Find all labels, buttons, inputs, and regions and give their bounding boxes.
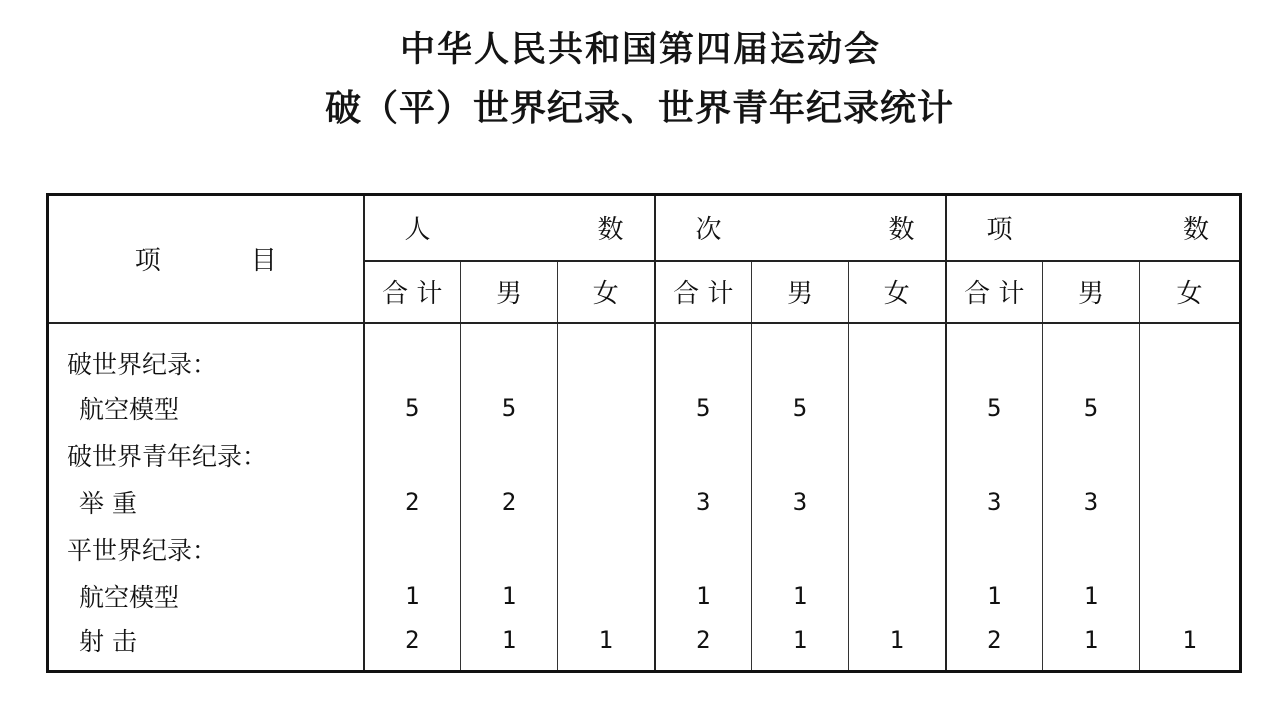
table-cell: 1 (1043, 573, 1140, 620)
table-cell: 3 (655, 479, 752, 526)
group-header-items-left: 项 (986, 215, 1013, 246)
table-cell (1140, 526, 1241, 573)
table-cell (558, 323, 655, 385)
table-cell (849, 573, 946, 620)
table-cell (655, 526, 752, 573)
table-cell: 1 (655, 573, 752, 620)
group-header-items-right: 数 (1183, 215, 1210, 246)
table-row (48, 526, 1241, 573)
table-cell: 1 (752, 620, 849, 672)
subheader-people-total: 合 计 (364, 261, 461, 323)
subheader-items-total: 合 计 (946, 261, 1043, 323)
table-cell: 2 (364, 479, 461, 526)
table-cell: 1 (364, 573, 461, 620)
table-cell: 2 (946, 620, 1043, 672)
table-cell (1140, 432, 1241, 479)
table-cell: 1 (752, 573, 849, 620)
table-cell: 3 (946, 479, 1043, 526)
subheader-times-male: 男 (752, 261, 849, 323)
table-cell: 2 (655, 620, 752, 672)
table-cell: 1 (1043, 620, 1140, 672)
table-cell (558, 432, 655, 479)
table-cell: 5 (655, 385, 752, 432)
group-header-times-left: 次 (695, 215, 722, 246)
table-cell (461, 526, 558, 573)
row-label: 破世界纪录： (48, 323, 364, 385)
page-title-line-2: 破（平）世界纪录、世界青年纪录统计 (324, 88, 954, 129)
table-cell (461, 323, 558, 385)
table-cell: 5 (461, 385, 558, 432)
row-label: 平世界纪录： (48, 526, 364, 573)
table-cell (1043, 432, 1140, 479)
table-row (48, 385, 1241, 432)
table-row (48, 573, 1241, 620)
table-cell (655, 432, 752, 479)
row-label: 破世界青年纪录： (48, 432, 364, 479)
table-cell: 3 (752, 479, 849, 526)
table-row (48, 479, 1241, 526)
group-header-times-right: 数 (888, 215, 915, 246)
table-cell (1140, 385, 1241, 432)
table-cell (558, 573, 655, 620)
table-cell (946, 526, 1043, 573)
item-column-header (48, 195, 364, 323)
group-header-people (364, 195, 655, 261)
table-cell: 1 (461, 573, 558, 620)
table-header-group-row (48, 195, 1241, 261)
group-header-times (655, 195, 946, 261)
table-cell (364, 526, 461, 573)
group-header-people-left: 人 (404, 215, 431, 246)
table-cell (1140, 323, 1241, 385)
subheader-times-total: 合 计 (655, 261, 752, 323)
table-cell (1140, 479, 1241, 526)
row-label: 射 击 (48, 620, 364, 672)
table-cell (752, 432, 849, 479)
table-cell (752, 526, 849, 573)
record-statistics-table (46, 193, 1242, 673)
table-row (48, 432, 1241, 479)
table-cell (849, 526, 946, 573)
subheader-items-female: 女 (1140, 261, 1241, 323)
table-cell: 5 (946, 385, 1043, 432)
group-header-items (946, 195, 1241, 261)
table-cell (461, 432, 558, 479)
table-cell: 1 (461, 620, 558, 672)
subheader-times-female: 女 (849, 261, 946, 323)
subheader-people-male: 男 (461, 261, 558, 323)
table-cell (849, 432, 946, 479)
group-header-people-right: 数 (597, 215, 624, 246)
table-cell (849, 479, 946, 526)
item-header-left: 项 (134, 246, 161, 277)
row-label: 举 重 (48, 479, 364, 526)
table-cell (655, 323, 752, 385)
table-cell: 5 (752, 385, 849, 432)
table-cell: 1 (849, 620, 946, 672)
table-cell (849, 385, 946, 432)
table-cell: 1 (558, 620, 655, 672)
table-cell (364, 432, 461, 479)
row-label: 航空模型 (48, 573, 364, 620)
table-cell (1140, 573, 1241, 620)
subheader-people-female: 女 (558, 261, 655, 323)
table-cell (752, 323, 849, 385)
table-cell: 2 (364, 620, 461, 672)
table-cell: 3 (1043, 479, 1140, 526)
table-cell (946, 323, 1043, 385)
table-row (48, 323, 1241, 385)
table-cell (364, 323, 461, 385)
table-cell: 5 (364, 385, 461, 432)
table-cell: 2 (461, 479, 558, 526)
table-cell (1043, 526, 1140, 573)
table-cell: 1 (1182, 625, 1197, 654)
row-label: 航空模型 (48, 385, 364, 432)
table-cell: 1 (946, 573, 1043, 620)
table-cell (558, 479, 655, 526)
table-cell (849, 323, 946, 385)
subheader-items-male: 男 (1043, 261, 1140, 323)
table-cell (1043, 323, 1140, 385)
item-header-right: 目 (250, 246, 277, 277)
table-body (48, 323, 1241, 672)
page-title-line-1: 中华人民共和国第四届运动会 (399, 30, 881, 70)
table-cell (946, 432, 1043, 479)
table-cell (558, 385, 655, 432)
table-row (48, 620, 1241, 672)
table-cell: 5 (1043, 385, 1140, 432)
table-cell (558, 526, 655, 573)
